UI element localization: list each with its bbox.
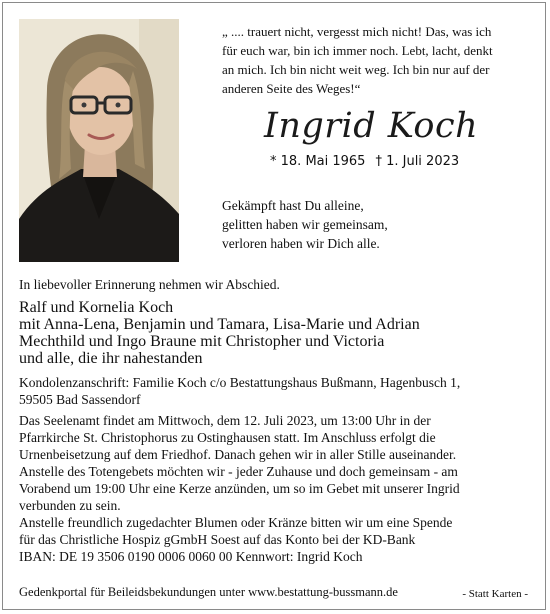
donation-line: Anstelle freundlich zugedachter Blumen oder Kränze bitten wir um eine Spende bbox=[19, 515, 453, 530]
deceased-name: Ingrid Koch bbox=[264, 106, 479, 146]
death-date: † 1. Juli 2023 bbox=[375, 154, 460, 169]
family-list bbox=[19, 299, 531, 367]
family-line: und alle, die ihr nahestanden bbox=[19, 350, 203, 367]
notice-body bbox=[19, 276, 531, 565]
service-line: Pfarrkirche St. Christophorus zu Ostinghausen statt. Im Anschluss erfolgt die bbox=[19, 430, 436, 445]
prayer-info bbox=[19, 463, 531, 514]
portrait-illustration bbox=[19, 19, 179, 262]
service-line: Das Seelenamt findet am Mittwoch, dem 12. Juli 2023, um 13:00 Uhr in der bbox=[19, 413, 431, 428]
poem-line: Gekämpft hast Du alleine, bbox=[222, 198, 364, 213]
donation-line: IBAN: DE 19 3506 0190 0006 0060 00 Kennwort: Ingrid Koch bbox=[19, 549, 363, 564]
condolence-line: 59505 Bad Sassendorf bbox=[19, 392, 141, 407]
condolence-address bbox=[19, 374, 531, 408]
donation-info bbox=[19, 514, 531, 565]
poem-line: verloren haben wir Dich alle. bbox=[222, 236, 380, 251]
memorial-portal-link[interactable]: Gedenkportal für Beileidsbekundungen unter www.bestattung-bussmann.de bbox=[19, 585, 398, 599]
memorial-quote bbox=[222, 22, 527, 98]
birth-date: * 18. Mai 1965 bbox=[270, 154, 366, 169]
quote-line: an mich. Ich bin nicht weit weg. Ich bin nur auf der bbox=[222, 62, 490, 77]
life-dates bbox=[270, 154, 459, 169]
poem-line: gelitten haben wir gemeinsam, bbox=[222, 217, 388, 232]
condolence-line: Kondolenzanschrift: Familie Koch c/o Bestattungshaus Bußmann, Hagenbusch 1, bbox=[19, 375, 461, 390]
quote-line: anderen Seite des Weges!“ bbox=[222, 81, 361, 96]
portrait-photo bbox=[19, 19, 179, 262]
service-info bbox=[19, 412, 531, 463]
prayer-line: verbunden zu sein. bbox=[19, 498, 121, 513]
poem bbox=[222, 196, 388, 253]
family-line: mit Anna-Lena, Benjamin und Tamara, Lisa-Marie und Adrian bbox=[19, 316, 420, 333]
statt-karten-note: - Statt Karten - bbox=[462, 588, 528, 600]
donation-line: für das Christliche Hospiz gGmbH Soest auf das Konto bei der KD-Bank bbox=[19, 532, 416, 547]
quote-line: „ .... trauert nicht, vergesst mich nicht! Das, was ich bbox=[222, 24, 492, 39]
family-line: Ralf und Kornelia Koch bbox=[19, 299, 174, 316]
farewell-text: In liebevoller Erinnerung nehmen wir Abschied. bbox=[19, 277, 280, 292]
family-line: Mechthild und Ingo Braune mit Christopher und Victoria bbox=[19, 333, 385, 350]
prayer-line: Anstelle des Totengebets möchten wir - jeder Zuhause und doch gemeinsam - am bbox=[19, 464, 458, 479]
prayer-line: Vorabend um 19:00 Uhr eine Kerze anzünden, um so im Gebet mit unserer Ingrid bbox=[19, 481, 460, 496]
quote-line: für euch war, bin ich immer noch. Lebt, lacht, denkt bbox=[222, 43, 493, 58]
service-line: Urnenbeisetzung auf dem Friedhof. Danach gehen wir in aller Stille auseinander. bbox=[19, 447, 457, 462]
